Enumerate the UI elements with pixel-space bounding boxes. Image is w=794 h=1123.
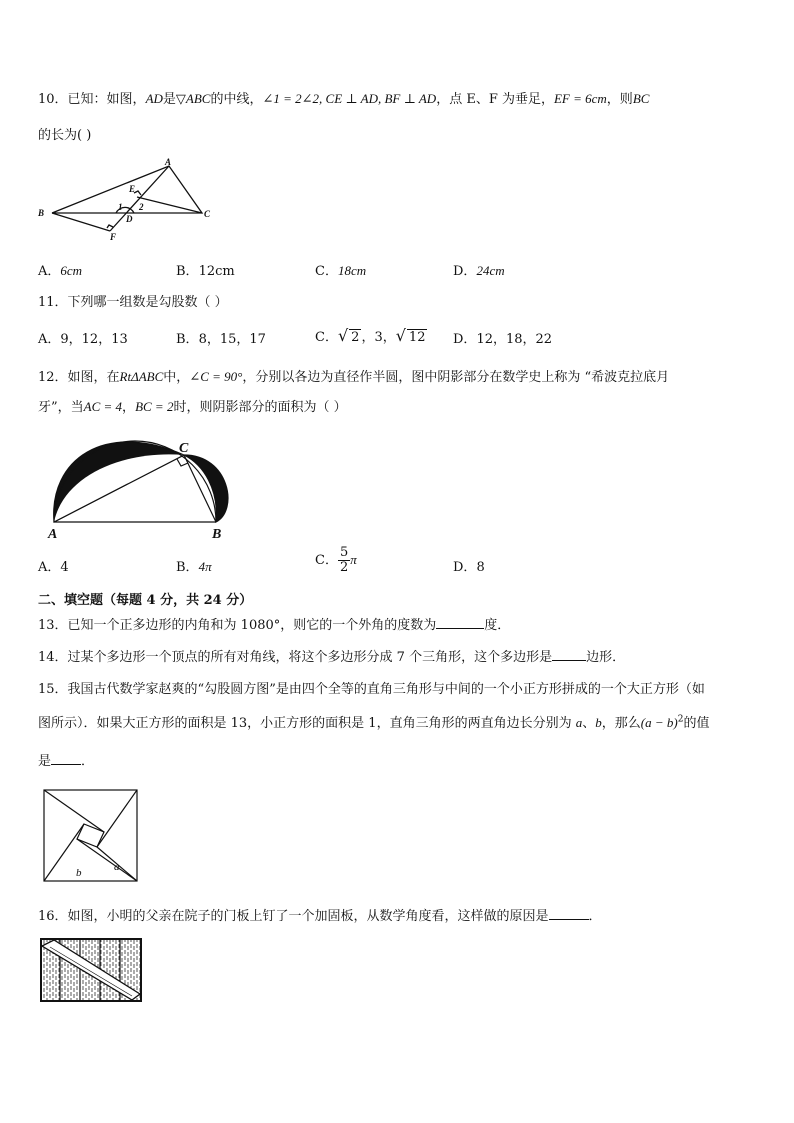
q10-label-a: A <box>165 157 172 167</box>
q10-label-b: B <box>38 208 45 218</box>
q10-prefix: 10． <box>38 92 68 107</box>
q10-option-d[interactable]: D．24cm <box>453 263 505 279</box>
q10-feet: ，点 E、F 为垂足， <box>436 92 554 107</box>
q12-option-b[interactable]: B．4π <box>176 559 212 575</box>
q10-text: 已知：如图， <box>67 92 146 107</box>
q14-text: 14．过某个多边形一个顶点的所有对角线，将这个多边形分成 7 个三角形，这个多边形是 边形． <box>38 650 626 665</box>
q12-label-a: A <box>48 527 58 542</box>
q10-line1 <box>38 88 649 107</box>
q15-label-b: b <box>76 867 82 879</box>
q10-line2: 的长为( ) <box>38 128 92 143</box>
q12-figure <box>44 420 244 545</box>
q10-option-c[interactable]: C．18cm <box>315 263 367 279</box>
q10-label-d: D <box>126 214 133 224</box>
q11-option-a[interactable]: A．9，12，13 <box>38 332 128 347</box>
q10-then: ，则 <box>606 92 633 107</box>
q10-option-a[interactable]: A．6cm <box>38 263 83 279</box>
q13-answer-blank[interactable] <box>436 616 484 629</box>
q15-line3: 是 ． <box>38 754 95 769</box>
q10-label-c: C <box>204 209 211 219</box>
q12-label-b: B <box>212 527 222 542</box>
q15-line2: 图所示）．如果大正方形的面积是 13，小正方形的面积是 1，直角三角形的两直角边长分别为 a、b，那么$(a - b)^2$的值 <box>38 714 710 731</box>
q16-figure <box>40 938 142 1002</box>
q14-answer-blank[interactable] <box>552 648 586 661</box>
section2-title: 二、填空题（每题 4 分，共 24 分） <box>38 593 253 608</box>
q15-label-a: a <box>114 861 120 873</box>
q15-answer-blank[interactable] <box>51 752 81 765</box>
q12-option-a[interactable]: A．4 <box>38 560 69 575</box>
q12-option-c[interactable]: C． $\frac{5}{2}$ π <box>315 545 357 575</box>
q10-label-e: E <box>129 184 136 194</box>
q11-option-b[interactable]: B．8，15，17 <box>176 332 266 347</box>
q10-label-f: F <box>110 232 117 242</box>
q12-line1: 12．如图，在RtΔABC中，∠C = 90°，分别以各边为直径作半圆，图中阴影部分在数学史上称为 “希波克拉底月 <box>38 369 670 385</box>
q10-figure <box>34 158 224 243</box>
q15-figure <box>44 790 138 882</box>
q10-median: 的中线， <box>210 92 263 107</box>
q15-line1: 15．我国古代数学家赵爽的“勾股圆方图”是由四个全等的直角三角形与中间的一个小正方形拼成的一个大正方形（如 <box>38 682 705 697</box>
q11-text: 11．下列哪一组数是勾股数（ ） <box>38 295 228 310</box>
q10-is: 是 <box>162 92 176 107</box>
q10-option-b[interactable]: B．12cm <box>176 264 235 279</box>
q11-option-d[interactable]: D．12，18，22 <box>453 332 553 347</box>
q10-ef: EF = 6cm <box>553 91 607 106</box>
q16-text: 16．如图，小明的父亲在院子的门板上钉了一个加固板，从数学角度看，这样做的原因是 ． <box>38 909 602 924</box>
q13-text: 13．已知一个正多边形的内角和为 1080°，则它的一个外角的度数为 度． <box>38 618 511 633</box>
q10-label-1: 1 <box>118 202 123 212</box>
q10-cond: ∠1 = 2∠2, CE ⊥ AD, BF ⊥ AD <box>262 91 437 106</box>
q12-label-c: C <box>179 441 189 456</box>
q16-answer-blank[interactable] <box>549 907 589 920</box>
q11-option-c[interactable]: C．√ 2 ，3，√ 12 <box>315 326 426 345</box>
q10-tri: ▽ABC <box>175 91 211 106</box>
q12-option-d[interactable]: D．8 <box>453 560 485 575</box>
q10-label-2: 2 <box>139 202 144 212</box>
q10-bc: BC <box>632 91 650 106</box>
q12-line2: 牙”，当AC = 4，BC = 2时，则阴影部分的面积为（ ） <box>38 399 347 415</box>
q10-ad: AD <box>145 91 163 106</box>
